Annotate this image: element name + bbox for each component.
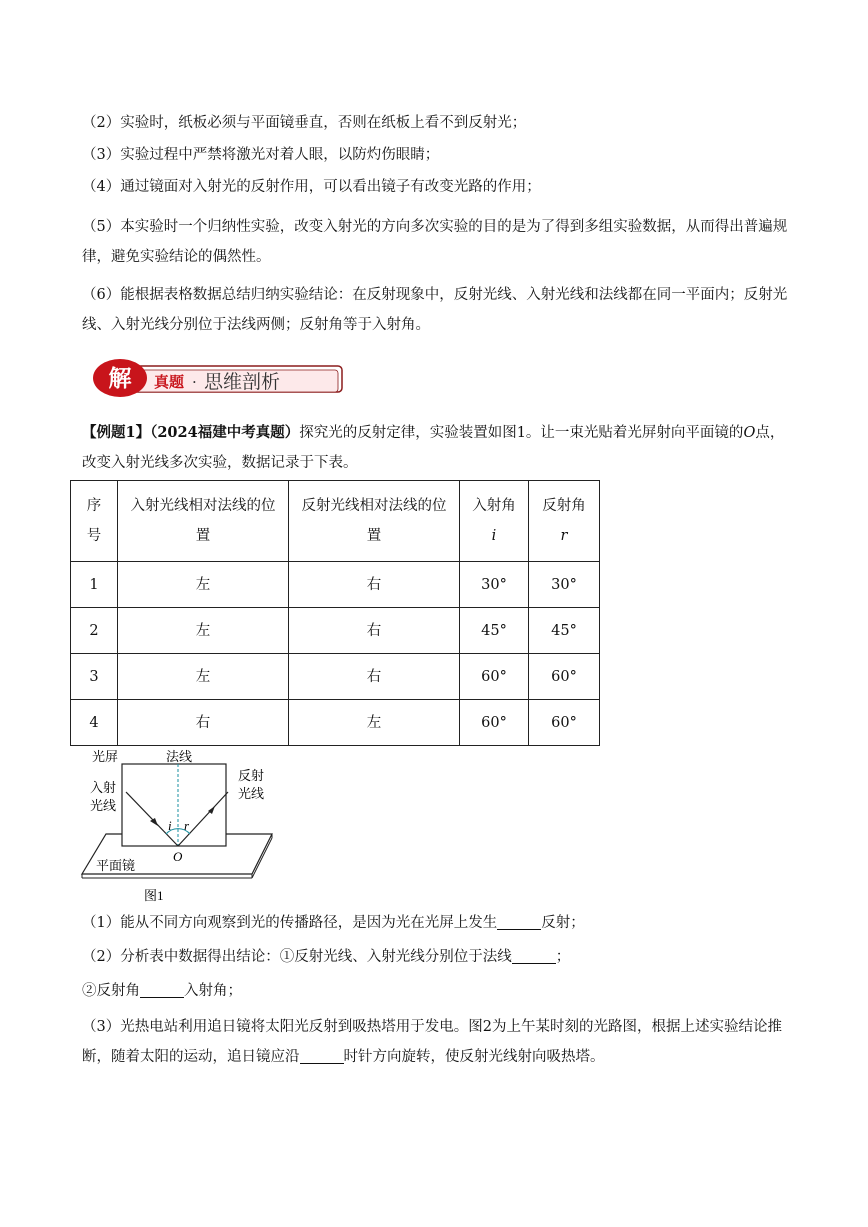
banner-bold: 真题 [154,373,185,391]
answer-blank-3[interactable] [140,981,184,998]
cell-reflected-position: 右 [289,654,460,700]
cell-index: 4 [71,700,118,746]
cell-reflected-angle: 60° [529,700,600,746]
banner-title: 思维剖析 [204,371,281,393]
banner-dot: · [192,373,197,391]
cell-reflected-position: 左 [289,700,460,746]
label-screen: 光屏 [92,749,119,764]
section-banner [92,358,348,398]
cell-incident-angle: 60° [460,654,529,700]
header-incident-position: 入射光线相对法线的位置 [118,481,289,562]
figure-1-diagram [76,748,276,908]
badge-text: 解 [108,365,132,392]
example-text-b: 点，改变入射光线多次实验，数据记录于下表。 [82,425,785,471]
example-text-a: 探究光的反射定律，实验装置如图1。让一束光贴着光屏射向平面镜的 [299,425,744,441]
cell-index: 1 [71,562,118,608]
figure-caption: 图1 [144,888,164,903]
table-header-row [71,481,600,562]
label-incident-2: 光线 [90,798,117,813]
cell-reflected-position: 右 [289,562,460,608]
label-incident-1: 入射 [90,780,117,795]
cell-reflected-position: 右 [289,608,460,654]
header-reflected-position: 反射光线相对法线的位置 [289,481,460,562]
table-row [71,562,600,608]
answer-blank-4[interactable] [300,1047,344,1064]
table-row [71,700,600,746]
cell-index: 3 [71,654,118,700]
label-angle-i: i [168,818,172,833]
cell-incident-angle: 30° [460,562,529,608]
cell-index: 2 [71,608,118,654]
example-question [82,418,792,478]
point-6: （6）能根据表格数据总结归纳实验结论：在反射现象中，反射光线、入射光线和法线都在同一平面内；反射光线、入射光线分别位于法线两侧；反射角等于入射角。 [82,287,788,333]
light-screen [122,764,226,846]
label-reflected-2: 光线 [238,786,265,801]
point-4: （4）通过镜面对入射光的反射作用，可以看出镜子有改变光路的作用； [82,179,541,195]
question-3: （3）光热电站利用追日镜将太阳光反射到吸热塔用于发电。图2为上午某时刻的光路图，根据上述实验结论推断，随着太阳的运动，追日镜应沿 时针方向旋转，使反射光线射向吸热塔。 [82,1019,782,1065]
header-index: 序号 [71,481,118,562]
example-label: 【例题1】（2024福建中考真题） [82,424,300,441]
point-2: （2）实验时，纸板必须与平面镜垂直，否则在纸板上看不到反射光； [82,115,527,131]
header-incident-angle: 入射角 i [460,481,529,562]
cell-reflected-angle: 30° [529,562,600,608]
question-2-part-2: ②反射角 入射角； [82,983,242,999]
label-mirror: 平面镜 [96,858,136,873]
data-table [70,480,600,746]
example-point: O [743,425,756,441]
cell-incident-angle: 45° [460,608,529,654]
point-3: （3）实验过程中严禁将激光对着人眼，以防灼伤眼睛； [82,147,440,163]
label-angle-r: r [184,818,190,833]
question-1: （1）能从不同方向观察到光的传播路径，是因为光在光屏上发生 反射； [82,915,585,931]
label-reflected-1: 反射 [238,768,265,783]
cell-incident-position: 左 [118,562,289,608]
label-point-o: O [173,849,183,864]
answer-blank-1[interactable] [497,913,541,930]
label-normal: 法线 [166,749,193,764]
question-2: （2）分析表中数据得出结论：①反射光线、入射光线分别位于法线 ； [82,949,571,965]
table-row [71,608,600,654]
table-row [71,654,600,700]
header-reflected-angle: 反射角 r [529,481,600,562]
point-5: （5）本实验时一个归纳性实验，改变入射光的方向多次实验的目的是为了得到多组实验数据，从而得出普遍规律，避免实验结论的偶然性。 [82,219,788,265]
cell-incident-position: 右 [118,700,289,746]
cell-incident-angle: 60° [460,700,529,746]
cell-incident-position: 左 [118,608,289,654]
cell-incident-position: 左 [118,654,289,700]
answer-blank-2[interactable] [512,947,556,964]
cell-reflected-angle: 45° [529,608,600,654]
cell-reflected-angle: 60° [529,654,600,700]
